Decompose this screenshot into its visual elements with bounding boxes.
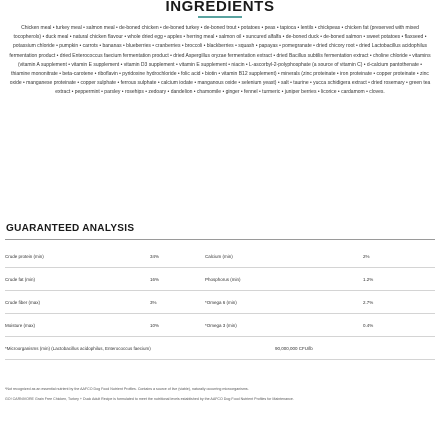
nutrient-label: Phosphorus (min) bbox=[205, 277, 241, 282]
footnote: *Not recognized as an essential nutrient by the AAFCO Dog Food Nutrient Profiles. Contains a source of live (viable), naturally occurring microorganisms. bbox=[5, 387, 249, 391]
nutrient-value: 34% bbox=[150, 254, 160, 259]
table-row bbox=[5, 269, 435, 291]
nutrient-value: 2.7% bbox=[363, 300, 374, 305]
row-divider bbox=[5, 290, 435, 291]
title-underline bbox=[198, 16, 242, 18]
row-divider bbox=[5, 313, 435, 314]
nutrient-value: 0.4% bbox=[363, 323, 374, 328]
nutrient-value: 16% bbox=[150, 277, 160, 282]
nutrient-label: Calcium (min) bbox=[205, 254, 233, 259]
row-divider bbox=[5, 336, 435, 337]
guaranteed-analysis-title: GUARANTEED ANALYSIS bbox=[6, 223, 135, 234]
ingredients-title: INGREDIENTS bbox=[165, 0, 275, 15]
section-divider bbox=[5, 239, 435, 240]
footnote: GO! CARNIVORE Grain Free Chicken, Turkey + Duck Adult Recipe is formulated to meet the nutritional levels established by the AAFCO Dog Food Nutrient Profiles for Maintenance. bbox=[5, 397, 294, 401]
table-row bbox=[5, 246, 435, 268]
nutrient-label: *Omega 6 (min) bbox=[205, 300, 237, 305]
row-divider bbox=[5, 267, 435, 268]
footnotes bbox=[5, 386, 435, 406]
nutrient-label: Moisture (max) bbox=[5, 323, 36, 328]
nutrient-value: 2% bbox=[363, 254, 370, 259]
row-divider bbox=[5, 359, 435, 360]
nutrient-label: *Microorganisms (min) (Lactobacillus acidophilus, Enterococcus faecium) bbox=[5, 346, 151, 351]
table-row bbox=[5, 315, 435, 337]
nutrient-value: 1.2% bbox=[363, 277, 374, 282]
table-row-microorganisms bbox=[5, 338, 435, 360]
ingredients-list: Chicken meal • turkey meal • salmon meal • de-boned chicken • de-boned turkey • de-boned trout • potatoes • peas • tapioca • lentils • chickpeas • chicken fat (preserved with mixed tocopherols) • duck meal • natural chicken flavour • whole dried egg • apples • herring meal • salmon oil • suncured alfalfa • de-boned duck • de-boned salmon • sweet potatoes • flaxseed • potassium chloride • pumpkin • carrots • bananas • blueberries • cranberries • broccoli • blackberries • squash • papayas • pomegranate • dried chicory root • dried Lactobacillus acidophilus fermentation product • dried Enterococcus faecium fermentation product • dried Aspergillus oryzae fermentation extract • dried Bacillus subtilis fermentation extract • choline chloride • vitamins (vitamin A supplement • vitamin E supplement • vitamin D3 supplement • vitamin E supplement • niacin • L-ascorbyl-2-polyphosphate (a source of vitamin C) • d-calcium pantothenate • thiamine mononitrate • beta-carotene • riboflavin • pyridoxine hydrochloride • folic acid • biotin • vitamin B12 supplement) • minerals (zinc proteinate • iron proteinate • copper proteinate • zinc oxide • manganese proteinate • copper sulphate • ferrous sulphate • calcium iodate • manganous oxide • selenium yeast) • salt • taurine • yucca schidigera extract • dried rosemary • green tea extract • peppermint • parsley • rosehips • zedoary • dandelion • chamomile • ginger • fennel • turmeric • juniper berries • licorice • cardamom • cloves. bbox=[9, 25, 431, 96]
table-row bbox=[5, 292, 435, 314]
nutrient-value: 90,000,000 CFU/lb bbox=[275, 346, 313, 351]
nutrient-label: Crude fat (min) bbox=[5, 277, 36, 282]
nutrient-label: *Omega 3 (min) bbox=[205, 323, 237, 328]
nutrient-label: Crude protein (min) bbox=[5, 254, 44, 259]
nutrient-value: 10% bbox=[150, 323, 160, 328]
nutrient-value: 3% bbox=[150, 300, 157, 305]
nutrient-label: Crude fiber (max) bbox=[5, 300, 41, 305]
